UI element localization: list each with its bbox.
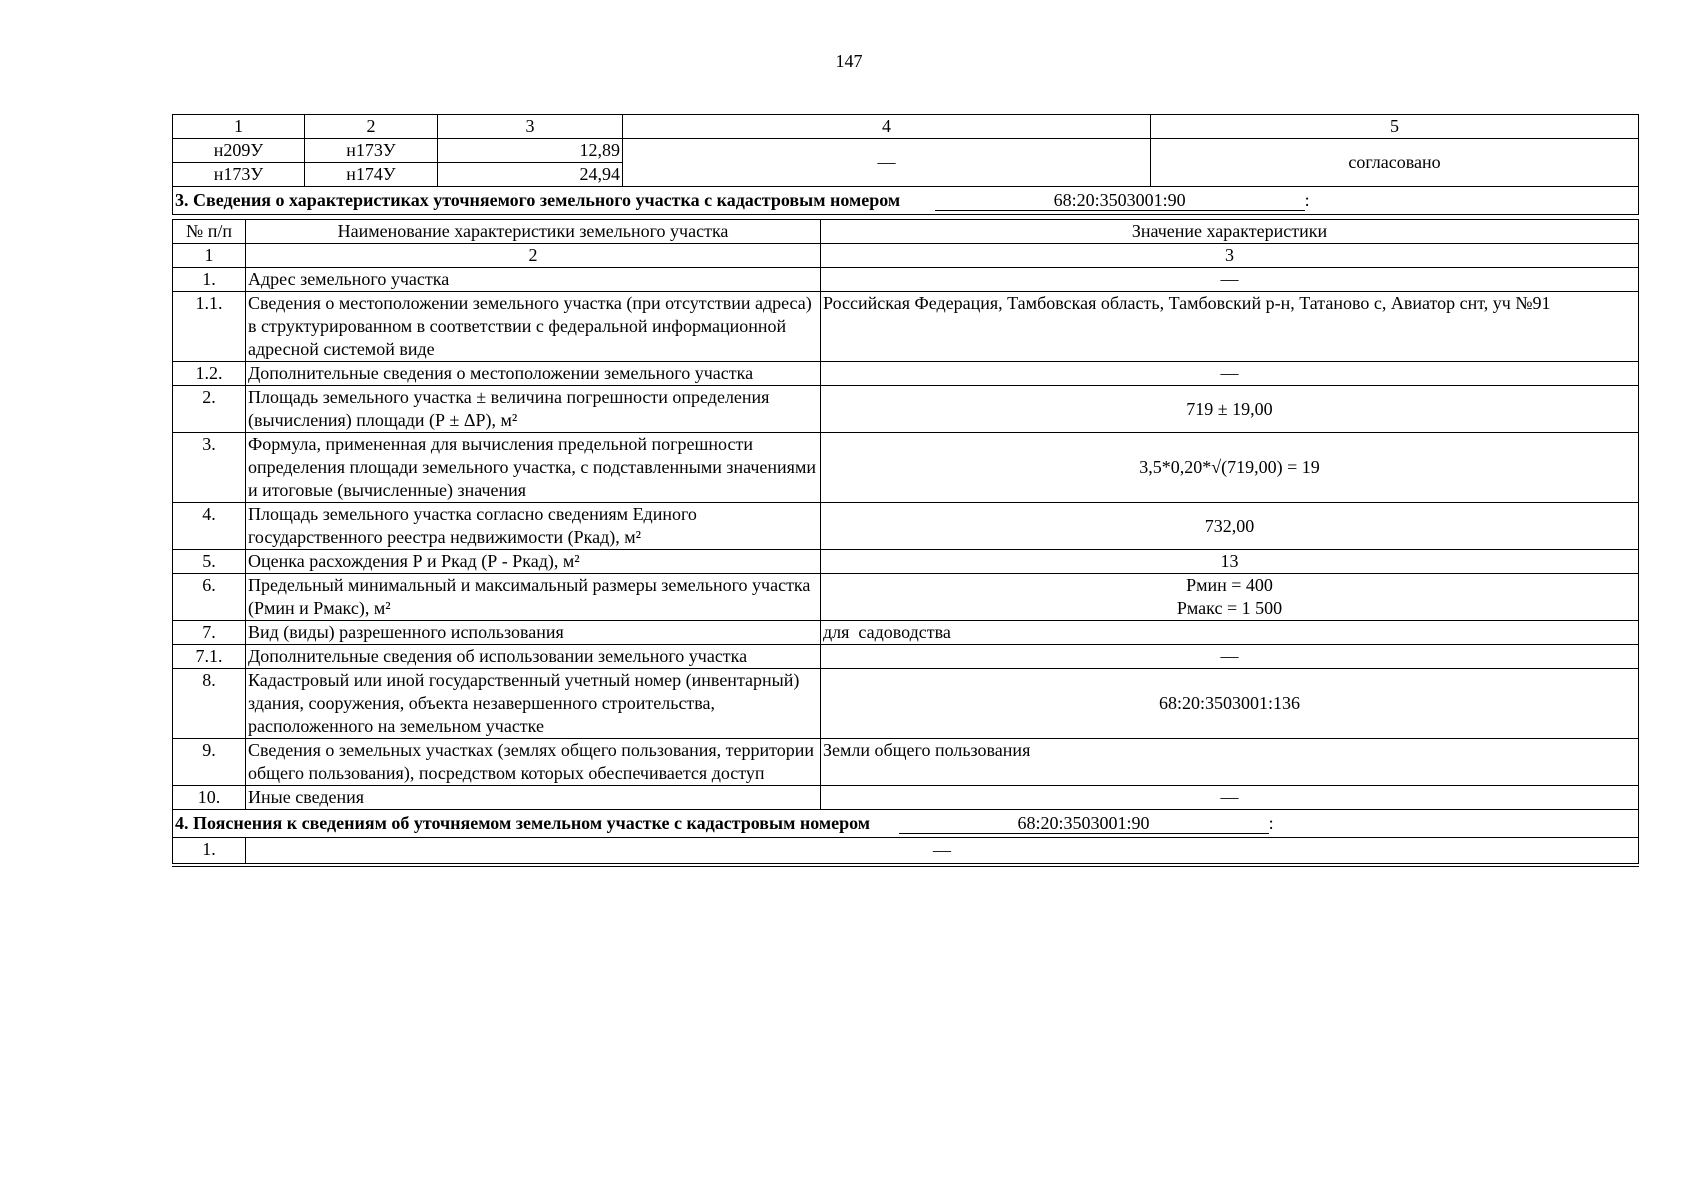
row-name: Площадь земельного участка ± величина погрешности определения (вычисления) площади (Р ± ΔР), м²: [246, 386, 821, 433]
column-number: 5: [1151, 115, 1639, 139]
row-name: Кадастровый или иной государственный учетный номер (инвентарный) здания, сооружения, объекта незавершенного строительства, расположенного на земельном участке: [246, 669, 821, 739]
point-to: н174У: [305, 163, 438, 187]
segment-length: 12,89: [438, 139, 623, 163]
row-value: [821, 574, 1639, 621]
section-4-suffix: :: [1268, 813, 1274, 833]
row-number: 7.1.: [173, 645, 246, 669]
row-value: для садоводства: [821, 621, 1639, 645]
row-name: Адрес земельного участка: [246, 268, 821, 292]
row-value: 732,00: [821, 503, 1639, 550]
header-number: 3: [821, 244, 1639, 268]
segment-length: 24,94: [438, 163, 623, 187]
row-name: Иные сведения: [246, 786, 821, 810]
row-name: Вид (виды) разрешенного использования: [246, 621, 821, 645]
table-row: [173, 386, 1639, 433]
point-from: н209У: [173, 139, 305, 163]
section-4-caption: [173, 810, 1639, 838]
min-size-value: Рмин = 400: [1186, 575, 1273, 595]
row-number: 9.: [173, 739, 246, 786]
table-row: [173, 669, 1639, 739]
column-number: 3: [438, 115, 623, 139]
boundary-table: [172, 114, 1639, 215]
row-number: 6.: [173, 574, 246, 621]
table-row: [173, 786, 1639, 810]
section-4-title: 4. Пояснения к сведениям об уточняемом земельном участке с кадастровым номером: [175, 813, 871, 833]
table-row: [173, 621, 1639, 645]
column-number: 1: [173, 115, 305, 139]
row-value: —: [821, 268, 1639, 292]
row-name: Дополнительные сведения о местоположении земельного участка: [246, 362, 821, 386]
row-number: 8.: [173, 669, 246, 739]
header-number: 1: [173, 244, 246, 268]
header-number: 2: [246, 244, 821, 268]
characteristics-header-numbers: [173, 244, 1639, 268]
point-to: н173У: [305, 139, 438, 163]
page-number: 147: [835, 51, 863, 71]
row-name: Сведения о земельных участках (землях общего пользования, территории общего пользования), посредством которых обеспечивается доступ: [246, 739, 821, 786]
section-3-suffix: :: [1304, 190, 1310, 210]
column-number: 2: [305, 115, 438, 139]
section-3-caption: [173, 187, 1639, 215]
approval-status: согласовано: [1151, 139, 1639, 187]
table-row: [173, 739, 1639, 786]
row-name: Дополнительные сведения об использовании земельного участка: [246, 645, 821, 669]
header-value: Значение характеристики: [821, 220, 1639, 244]
row-number: 1.1.: [173, 292, 246, 362]
table-row: [173, 433, 1639, 503]
table-row: [173, 268, 1639, 292]
max-size-value: Рмакс = 1 500: [1176, 598, 1283, 618]
table-row: [173, 645, 1639, 669]
row-number: 5.: [173, 550, 246, 574]
row-value: Земли общего пользования: [821, 739, 1639, 786]
section-3-title: 3. Сведения о характеристиках уточняемого земельного участка с кадастровым номером: [175, 190, 901, 210]
row-value: 3,5*0,20*√(719,00) = 19: [821, 433, 1639, 503]
row-number: 1.: [173, 268, 246, 292]
table-row: [173, 139, 1639, 163]
row-name: Площадь земельного участка согласно сведениям Единого государственного реестра недвижимости (Ркад), м²: [246, 503, 821, 550]
characteristics-table: [172, 219, 1639, 867]
section-3-cadastral-number: 68:20:3503001:90: [935, 190, 1305, 211]
table-row: [173, 362, 1639, 386]
row-name: Предельный минимальный и максимальный размеры земельного участка (Рмин и Рмакс), м²: [246, 574, 821, 621]
header-number: № п/п: [173, 220, 246, 244]
table-row: [173, 574, 1639, 621]
row-value: —: [821, 362, 1639, 386]
boundary-table-header: [173, 115, 1639, 139]
table-row: [173, 550, 1639, 574]
row-name: Сведения о местоположении земельного участка (при отсутствии адреса) в структурированном в соответствии с федеральной информационной адресной системой виде: [246, 292, 821, 362]
row-number: 1.2.: [173, 362, 246, 386]
row-value: —: [246, 838, 1639, 866]
row-number: 4.: [173, 503, 246, 550]
characteristics-header: [173, 220, 1639, 244]
row-value: Российская Федерация, Тамбовская область, Тамбовский р-н, Татаново с, Авиатор снт, уч №91: [821, 292, 1639, 362]
row-name: Оценка расхождения Р и Ркад (Р - Ркад), м²: [246, 550, 821, 574]
header-name: Наименование характеристики земельного участка: [246, 220, 821, 244]
row-value: 13: [821, 550, 1639, 574]
row-value: —: [821, 786, 1639, 810]
row-value: 719 ± 19,00: [821, 386, 1639, 433]
section-4-cadastral-number: 68:20:3503001:90: [899, 813, 1269, 834]
row-value: —: [821, 645, 1639, 669]
table-row: [173, 838, 1639, 866]
table-row: [173, 292, 1639, 362]
point-from: н173У: [173, 163, 305, 187]
row-number: 1.: [173, 838, 246, 866]
row-number: 2.: [173, 386, 246, 433]
row-name: Формула, примененная для вычисления предельной погрешности определения площади земельного участка, с подставленными значениями и итоговые (вычисленные) значения: [246, 433, 821, 503]
column-number: 4: [623, 115, 1151, 139]
row-number: 7.: [173, 621, 246, 645]
column-4-value: —: [623, 139, 1151, 187]
row-number: 3.: [173, 433, 246, 503]
row-number: 10.: [173, 786, 246, 810]
row-value: 68:20:3503001:136: [821, 669, 1639, 739]
table-row: [173, 503, 1639, 550]
